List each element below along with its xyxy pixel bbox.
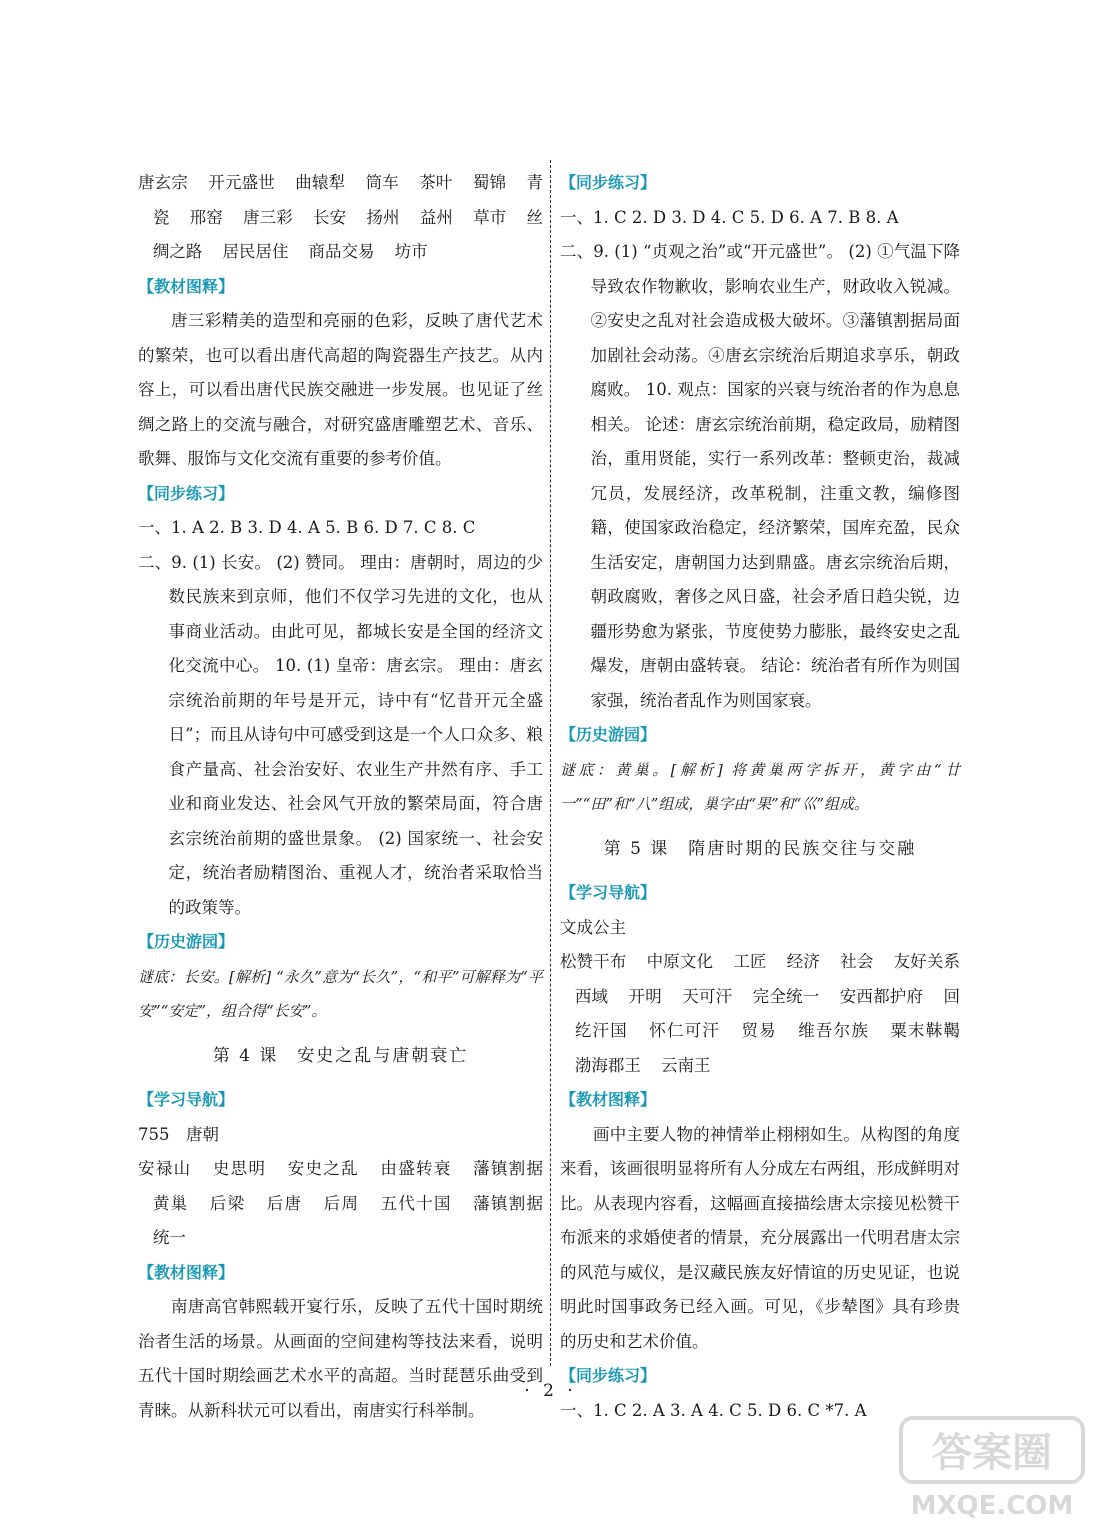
keyword-list: 唐玄宗 开元盛世 曲辕犁 筒车 茶叶 蜀锦 青瓷 邢窑 唐三彩 长安 扬州 益州 草市 丝绸之路 居民居住 商品交易 坊市 [138, 173, 543, 261]
watermark-logo [897, 1414, 1087, 1522]
keyword-list: 松赞干布 中原文化 工匠 经济 社会 友好关系 西域 开明 天可汗 完全统一 安西都护府 回纥汗国 怀仁可汗 贸易 维吾尔族 粟末靺鞨 渤海郡王 云南王 [560, 952, 960, 1075]
riddle-answer: 谜底：长安。[解析] “永久”意为“长久”，“和平”可解释为“平安”“安定”，组合得“长安”。 [138, 967, 543, 1020]
section-heading: 【同步练习】 [560, 173, 657, 192]
paragraph: 画中主要人物的神情举止栩栩如生。从构图的角度来看，该画很明显将所有人分成左右两组，形成鲜明对比。从表现内容看，这幅画直接描绘唐太宗接见松赞干布派来的求婚使者的情景，充分展露出一代明君唐太宗的风范与威仪，是汉藏民族友好情谊的历史见证，也说明此时国事政务已经入画。可见，《步辇图》具有珍贵的历史和艺术价值。 [560, 1124, 960, 1351]
keyword-list: 安禄山 史思明 安史之乱 由盛转衰 藩镇割据 黄巢 后梁 后唐 后周 五代十国 藩镇割据 统一 [138, 1159, 543, 1247]
answer-block: 二、9. (1) 长安。 (2) 赞同。 理由：唐朝时，周边的少数民族来到京师，他们不仅学习先进的文化，也从事商业活动。由此可见，都城长安是全国的经济文化交流中心。 10. (1) 皇帝：唐玄宗。 理由：唐玄宗统治前期的年号是开元，诗中有“忆昔开元全盛日”；而且从诗句中可感受到这是一个人口众多、粮食产量高、社会治安好、农业生产井然有序、手工业和商业发达、社会风气开放的繁荣局面，符合唐玄宗统治前期的盛世景象。 (2) 国家统一、社会安定，统治者励精图治、重视人才，统治者采取恰当的政策等。 [138, 552, 543, 917]
column-divider [550, 160, 551, 1366]
svg-text:答案圈: 答案圈 [932, 1430, 1052, 1476]
section-heading: 【教材图释】 [138, 1262, 235, 1282]
paragraph: 南唐高官韩熙载开宴行乐，反映了五代十国时期统治者生活的场景。从画面的空间建构等技法来看，说明五代十国时期绘画艺术水平的高超。当时琵琶乐曲受到青睐。从新科状元可以看出，南唐实行科举制。 [138, 1297, 543, 1420]
section-heading: 【同步练习】 [138, 483, 235, 503]
answer-line: 一、1. C 2. A 3. A 4. C 5. D 6. C *7. A [560, 1400, 867, 1420]
svg-text:MXQE.COM: MXQE.COM [910, 1491, 1074, 1521]
answer-block: 二、9. (1) “贞观之治”或“开元盛世”。 (2) ①气温下降导致农作物歉收，影响农业生产，财政收入锐减。②安史之乱对社会造成极大破坏。③藩镇割据局面加剧社会动荡。④唐玄宗统治后期追求享乐，朝政腐败。 10. 观点：国家的兴衰与统治者的作为息息相关。 论述：唐玄宗统治前期，稳定政局，励精图治，重用贤能，实行一系列改革：整顿吏治，裁减冗员，发展经济，改革税制，注重文教，编修图籍，使国家政治稳定，经济繁荣，国库充盈，民众生活安定，唐朝国力达到鼎盛。唐玄宗统治后期，朝政腐败，奢侈之风日盛，社会矛盾日趋尖锐，边疆形势愈为紧张，节度使势力膨胀，最终安史之乱爆发，唐朝由盛转衰。 结论：统治者有所作为则国家强，统治者乱作为则国家衰。 [560, 242, 960, 710]
section-heading: 【教材图释】 [138, 276, 235, 296]
section-heading: 【学习导航】 [138, 1090, 235, 1109]
section-heading: 【历史游园】 [138, 932, 235, 951]
section-heading: 【学习导航】 [560, 883, 657, 902]
lesson-title: 第 4 课 安史之乱与唐朝衰亡 [212, 1045, 469, 1066]
section-heading: 【历史游园】 [560, 725, 657, 744]
keyword-list: 文成公主 [560, 917, 626, 937]
right-column [560, 166, 960, 1428]
answer-line: 一、1. C 2. D 3. D 4. C 5. D 6. A 7. B 8. A [560, 207, 899, 227]
paragraph: 唐三彩精美的造型和亮丽的色彩，反映了唐代艺术的繁荣，也可以看出唐代高超的陶瓷器生产技艺。从内容上，可以看出唐代民族交融进一步发展。也见证了丝绸之路上的交流与融合，对研究盛唐雕塑艺术、音乐、歌舞、服饰与文化交流有重要的参考价值。 [138, 311, 543, 468]
section-heading: 【教材图释】 [560, 1090, 657, 1109]
section-heading: 【同步练习】 [560, 1366, 657, 1385]
riddle-answer: 谜底：黄巢。[解析] 将黄巢两字拆开，黄字由“廿一”“田”和“八”组成，巢字由“果”和“巛”组成。 [560, 760, 960, 813]
lesson-title: 第 5 课 隋唐时期的民族交往与交融 [603, 838, 917, 859]
left-column [138, 166, 543, 1428]
keyword-list: 755 唐朝 [138, 1124, 219, 1144]
page-number: · 2 · [524, 1381, 577, 1401]
answer-line: 一、1. A 2. B 3. D 4. A 5. B 6. D 7. C 8. C [138, 518, 476, 537]
